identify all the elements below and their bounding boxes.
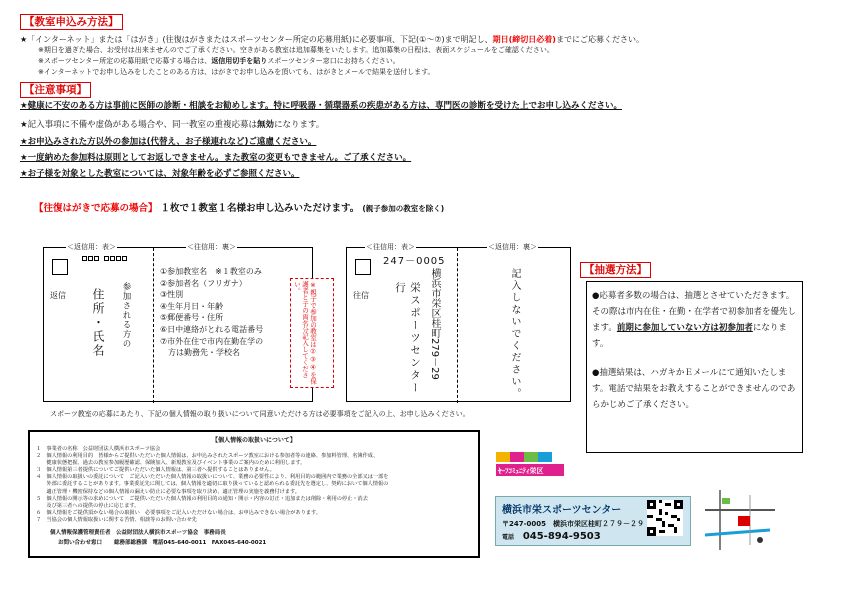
postal-box (94, 256, 99, 261)
postal-box (116, 256, 121, 261)
card1-item: 方は勤務先・学校名 (160, 348, 240, 358)
center-phone-number: 045-894-9503 (522, 531, 601, 542)
lottery-para-2: ●抽選結果は、ハガキかＥメールにて通知いたします。電話で結果をお教えすることができませんのであらかじめご了承ください。 (592, 368, 796, 410)
privacy-line: ２ 個人情報の利用目的 皆様からご提供いただいた個人情報は、お申込みされたスポーツ教室における参加者等の連絡、参加料管理、名簿作成、 (36, 453, 379, 460)
caution-heading: 【注意事項】 (20, 82, 91, 98)
center-name: 横浜市栄スポーツセンター (502, 505, 622, 516)
center-phone-label: 電話 (502, 534, 515, 541)
privacy-line: 適正管理・機密保持などの個人情報の漏えい防止に必要な事項を取り決め、適正管理の実施を義務付けます。 (36, 488, 300, 495)
postal-box (88, 256, 93, 261)
caution-line-2 (20, 120, 324, 131)
community-logo (495, 450, 565, 478)
card1-item: ④生年月日・年齢 (160, 301, 224, 311)
access-map (700, 490, 780, 550)
card2-center: 栄スポーツセンター 行 (394, 282, 421, 407)
caution-line-2-bold: 無効 (256, 120, 274, 130)
card1-left-label: ＜返信用：表＞ (67, 243, 116, 251)
postal-code-boxes (82, 256, 127, 261)
lottery-p1-end: になります。 (592, 323, 787, 349)
privacy-line: ４ 個人情報の取扱いの委託について ご記入いただいた個人情報の取扱いについて、業務の必要性により、利用目的の範囲内で業務の全部又は一部を (36, 474, 389, 481)
stamp-box (355, 259, 371, 275)
privacy-footer-2-label: お問い合わせ窓口 (58, 540, 103, 547)
privacy-line: １ 事業者の名称 公益財団法人横浜市スポーツ協会 (36, 446, 161, 452)
card1-return-label: 返信 (50, 291, 66, 300)
card1-item: ⑦市外在住で市内在勤在学の (160, 336, 264, 346)
card1-item-list (160, 266, 263, 359)
apply-heading: 【教室申込み方法】 (20, 14, 123, 30)
lottery-para-1 (592, 288, 797, 352)
caution-line-1: ★健康に不安のある方は事前に医師の診断・相談をお勧めします。特に呼吸器・循環器系の疾患がある方は、専門医の診断を受けた上でお申し込みください。 (20, 101, 622, 111)
apply-deadline: 期日(締切日必着) (492, 35, 556, 44)
card2-address: 横浜市栄区桂町279－29 (429, 268, 440, 380)
apply-note-2 (38, 57, 400, 67)
community-title: ｾｰﾌｺﾐｭﾆﾃｨ栄区 (498, 467, 544, 475)
privacy-footer-2-text: 総務部総務課 電話045-640-0011 FAX045-640-0021 (113, 540, 267, 547)
privacy-list (36, 446, 472, 524)
postcard-title-red: 【往復はがきで応募の場合】 (34, 203, 158, 214)
card2-blank: 記入しないでください。 (509, 268, 520, 400)
qr-code-icon (647, 500, 683, 536)
card2-right-label: ＜返信用：裏＞ (488, 243, 537, 251)
card1-right-label: ＜往信用：裏＞ (187, 243, 236, 251)
apply-note-2-pre: ※スポーツセンター所定の応募用紙で応募する場合は、 (38, 57, 212, 65)
card2-divider (457, 248, 458, 403)
postal-box (82, 256, 87, 261)
card1-address-name: 住所・氏名 (91, 288, 105, 358)
apply-note-2-bold: 返信用切手を貼り (211, 57, 268, 65)
caution-line-4: ★一度納めた参加料は原則としてお返しできません。また教室の変更もできません。ご了承ください。 (20, 153, 412, 163)
privacy-line: ５ 個人情報の開示等の求めについて ご提供いただいた個人情報の利用目的の通知・開示・内容の訂正・追加または削除・利用の停止・消去 (36, 495, 368, 502)
apply-line-1 (20, 34, 644, 45)
lottery-p1-underline: 前期に参加していない方は初参加者 (616, 323, 753, 333)
postal-box (122, 256, 127, 261)
apply-note-3: ※インターネットでお申し込みをしたことのある方は、はがきでお申し込みを頂いても、はがきとメールで結果を送付します。 (38, 68, 435, 76)
card1-item: ③性別 (160, 290, 184, 300)
card1-item: ②参加者名（フリガナ） (160, 278, 247, 288)
postcard-title (34, 200, 444, 214)
privacy-line: ３ 個人情報第三者提供についてご提供いただいた個人情報は、第三者へ提供することはありません。 (36, 467, 275, 474)
caution-line-2-pre: ★記入事項に不備や虚偽がある場合や、同一教室の重複応募は (20, 120, 257, 130)
outgoing-postcard-sample (346, 243, 571, 407)
privacy-line: ６ 個人情報をご提供頂かない場合の取扱い 必要事項をご記入いただけない場合は、お申込みできない場合があります。 (36, 509, 321, 516)
caution-line-5: ★お子様を対象とした教室については、対象年齢を必ずご参照ください。 (20, 169, 300, 179)
card1-side-note: ※親子で参加の教室は②③④を保護者と子の両名分記入してください。 (293, 281, 317, 385)
privacy-consent-text: スポーツ教室の応募にあたり、下記の個人情報の取り扱いについて同意いただける方は必要事項をご記入の上、お申し込みください。 (50, 410, 470, 418)
lottery-p1: ●応募者多数の場合は、抽選とさせていただきます。その際は市内在住・在勤・在学者で初参加者を優先します。 (592, 291, 797, 333)
stamp-box (52, 259, 68, 275)
apply-line-1-post: までにご応募ください。 (555, 35, 644, 44)
card2-postal-code: 247－0005 (383, 256, 446, 267)
lottery-heading: 【抽選方法】 (580, 262, 651, 278)
privacy-line: 及び第三者への提供の停止に応じます。 (36, 502, 140, 509)
caution-line-2-post: になります。 (273, 120, 325, 130)
card1-item: ①参加教室名 ※１教室のみ (160, 267, 262, 276)
postal-box (110, 256, 115, 261)
privacy-line: 外部に委託することがあります。事業委託先に関しては、個人情報を適切に取り扱っていると認められる委託先を選定し、契約において個人情報の (36, 481, 389, 488)
return-postcard-sample (43, 243, 317, 402)
card1-item: ⑤郵便番号・住所 (160, 313, 224, 323)
privacy-footer-1: 個人情報保護管理責任者 公益財団法人横浜市スポーツ協会 事務局長 (50, 530, 226, 537)
card1-item: ⑥日中連絡がとれる電話番号 (160, 324, 264, 334)
card1-address-sub: 参加される方の (121, 282, 131, 349)
caution-line-3: ★お申込みされた方以外の参加は(代替え、お子様連れなど)ご遠慮ください。 (20, 137, 317, 147)
privacy-box (28, 430, 480, 558)
card2-outgoing-label: 往信 (353, 291, 369, 300)
card1-side-note-box (290, 278, 334, 388)
privacy-title: 【個人情報の取扱いについて】 (212, 437, 296, 444)
apply-note-2-post: スポーツセンター窓口にお持ちください。 (267, 57, 400, 65)
postcard-title-rest: １枚で１教室１名様お申し込みいただけます。 (160, 203, 360, 214)
apply-note-1: ※期日を過ぎた場合、お受付は出来ませんのでご了承ください。空きがある教室は追加募集をいたします。追加募集の日程は、表面スケジュールをご確認ください。 (38, 46, 554, 54)
apply-line-1-pre: ★「インターネット」または「はがき」(往復はがきまたはスポーツセンター所定の応募用紙)に必要事項、下記(①～⑦)まで明記し、 (20, 35, 493, 44)
card1-divider (153, 248, 154, 403)
privacy-footer-2 (36, 538, 472, 546)
lottery-box (586, 281, 803, 453)
card2-left-label: ＜往信用：表＞ (366, 243, 415, 251)
map-icon (700, 490, 780, 550)
postcard-title-note: (親子参加の教室を除く) (362, 204, 445, 213)
privacy-line: 健康状態把握、過去の教室参加履歴確認、保険加入、新規教室及びイベント事業のご案内のために利用します。 (36, 460, 306, 467)
center-address: 〒247-0005 横浜市栄区桂町２７９－２９ (502, 520, 644, 528)
postal-box (104, 256, 109, 261)
privacy-line: ７ 当協会の個人情報取扱いに関する苦情、相談等のお問い合わせ先 (36, 516, 197, 523)
